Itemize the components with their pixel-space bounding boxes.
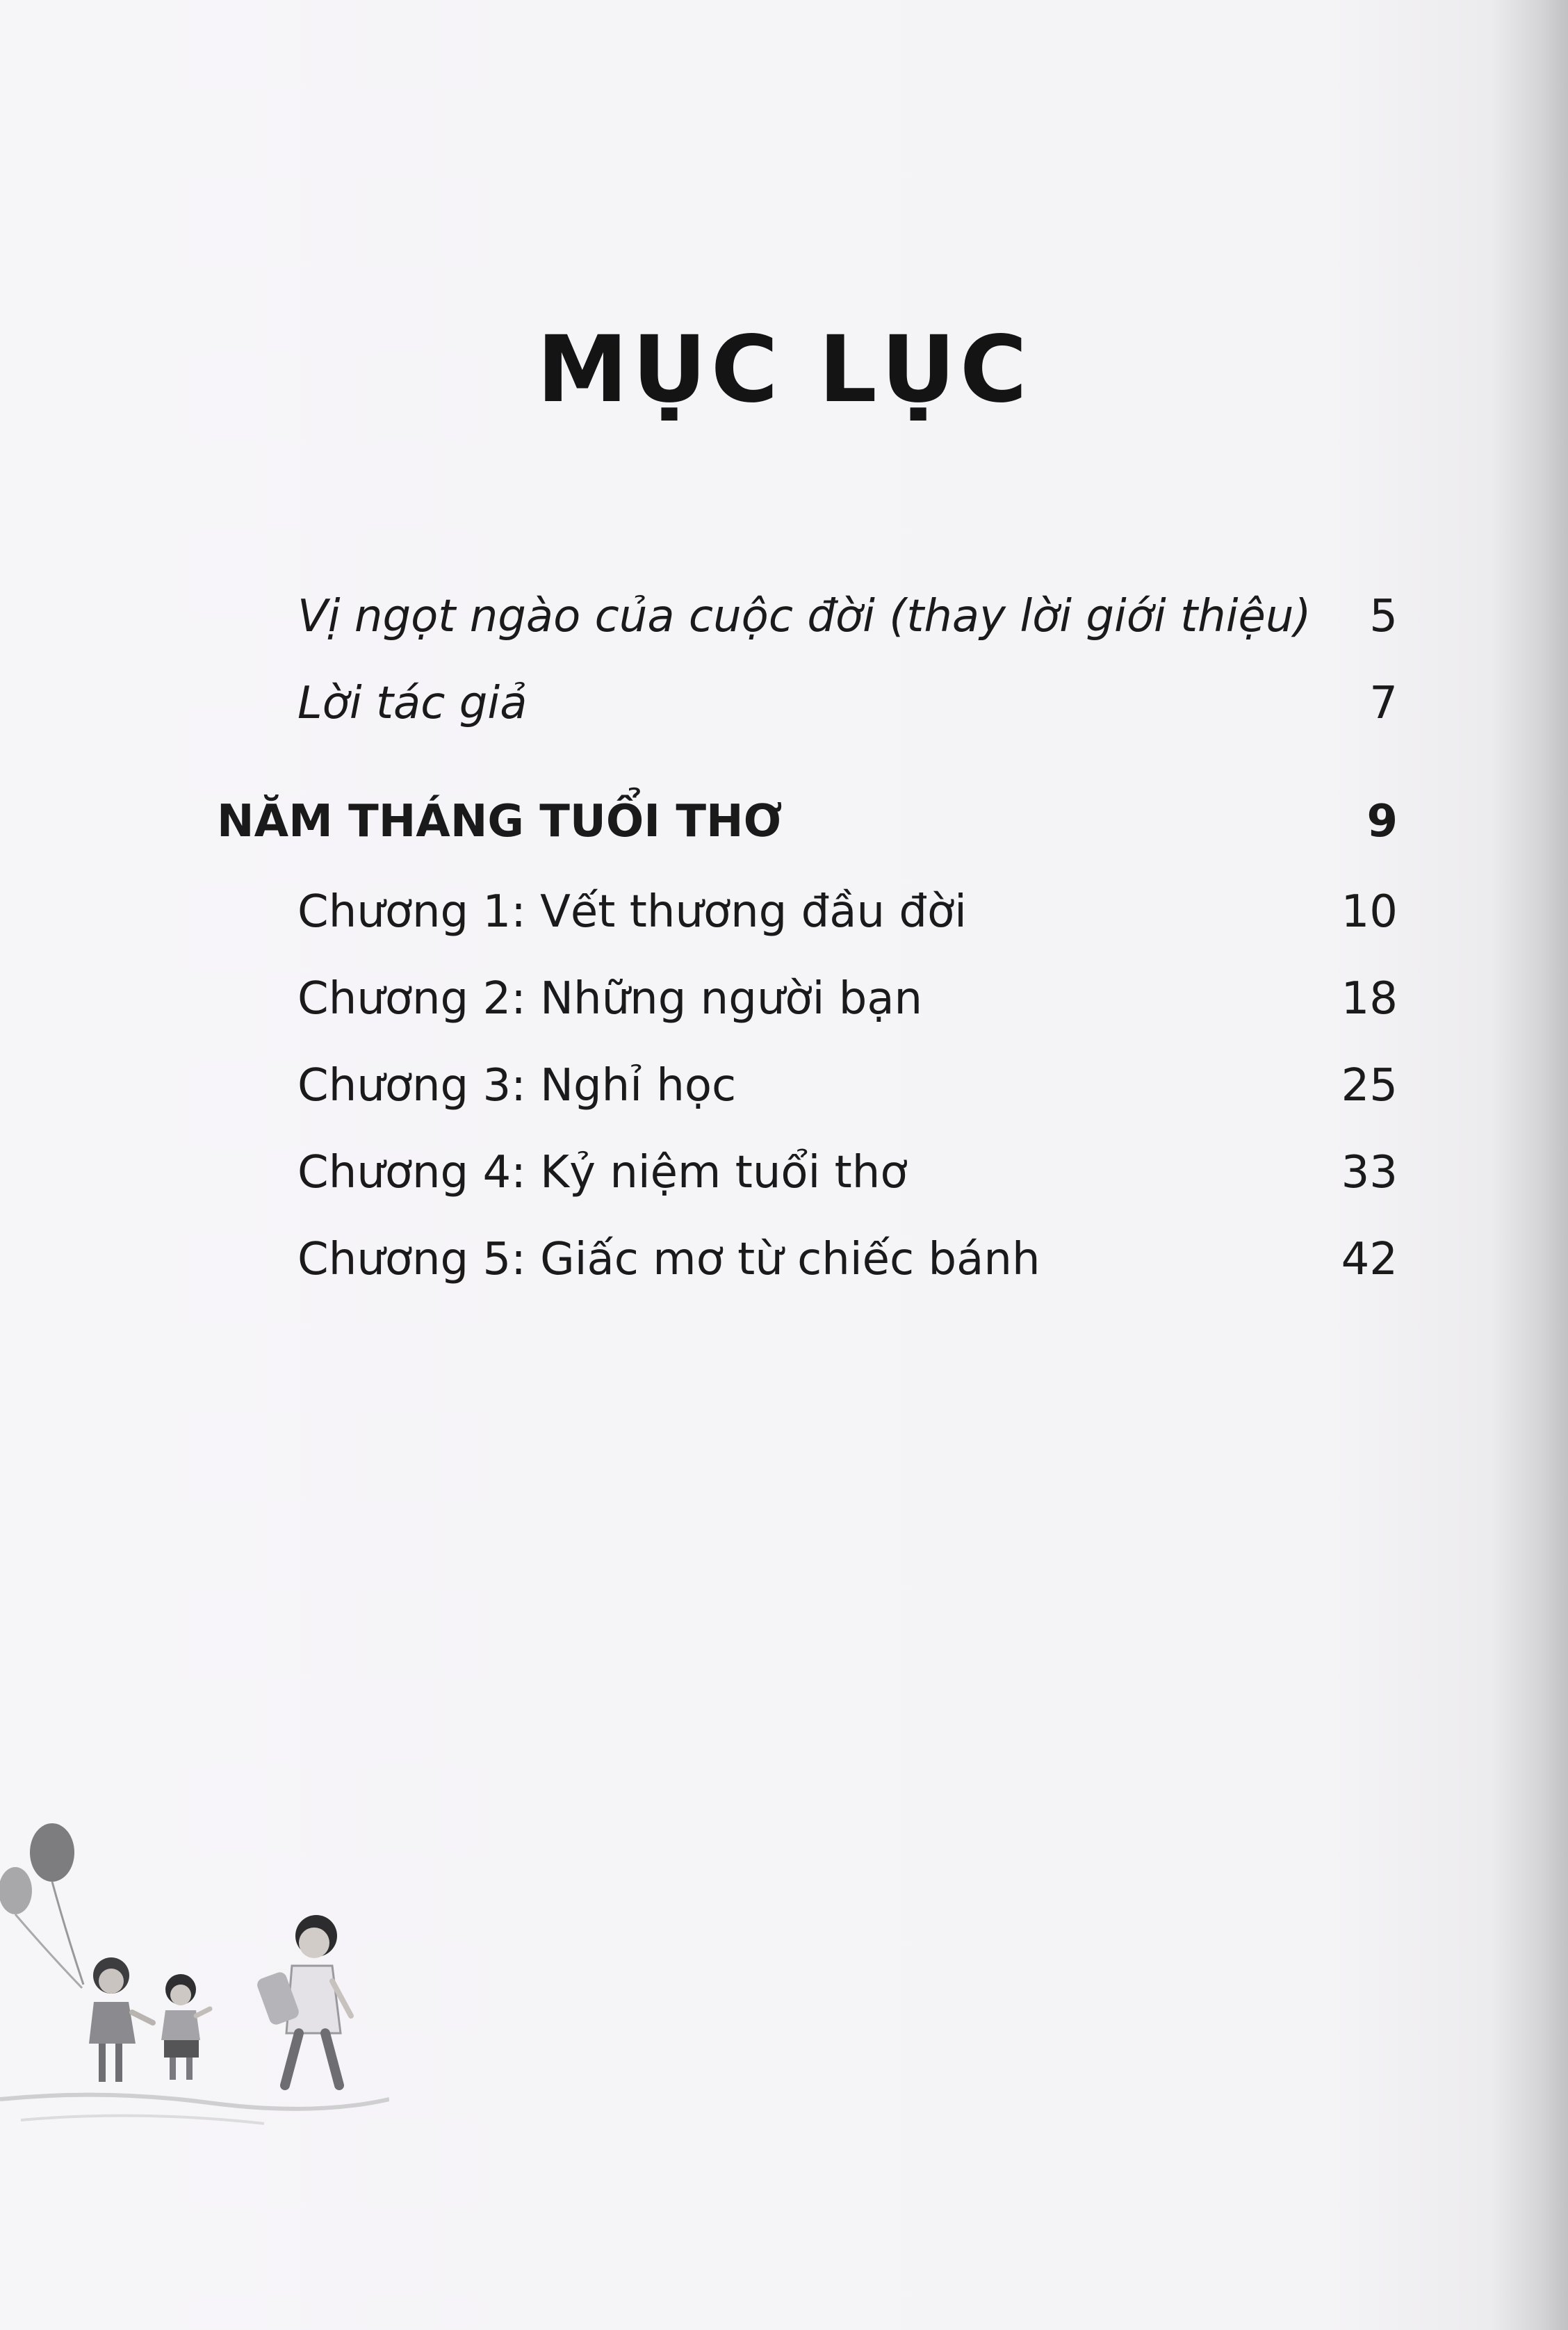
toc-entry-chapter-5: [0, 1234, 1568, 1317]
toc-entry-label: Chương 2: Những người bạn: [297, 973, 923, 1025]
toc-entry-author-note: [0, 678, 1568, 761]
toc-entry-chapter-2: [0, 973, 1568, 1057]
toc-entry-label: Chương 3: Nghỉ học: [297, 1060, 737, 1111]
toc-entry-chapter-4: [0, 1147, 1568, 1230]
toc-entry-chapter-1: [0, 886, 1568, 970]
toc-entry-page: 5: [1369, 591, 1398, 642]
toc-entry-page: 25: [1341, 1060, 1398, 1111]
toc-entry-page: 18: [1341, 973, 1398, 1025]
toc-entry-label: Vị ngọt ngào của cuộc đời (thay lời giới thiệu): [297, 591, 1312, 642]
toc-entry-chapter-3: [0, 1060, 1568, 1143]
toc-entry-label: Chương 1: Vết thương đầu đời: [297, 886, 967, 938]
toc-entry-page: 10: [1341, 886, 1398, 938]
toc-section-label: NĂM THÁNG TUỔI THƠ: [217, 796, 783, 847]
girl-figure-icon: [89, 1957, 153, 2082]
toc-entry-label: Chương 5: Giấc mơ từ chiếc bánh: [297, 1234, 1040, 1285]
walking-girl-icon: [255, 1915, 351, 2085]
children-balloons-illustration: [0, 1793, 389, 2155]
balloons-icon: [0, 1823, 83, 1988]
boy-figure-icon: [161, 1974, 210, 2080]
toc-section-page: 9: [1366, 796, 1398, 847]
toc-entry-page: 7: [1369, 678, 1398, 729]
toc-entry-label: Lời tác giả: [297, 678, 528, 729]
toc-section-heading: [0, 796, 1568, 879]
toc-entry-intro: [0, 591, 1568, 674]
toc-entry-page: 33: [1341, 1147, 1398, 1198]
toc-entry-label: Chương 4: Kỷ niệm tuổi thơ: [297, 1147, 908, 1198]
toc-entry-page: 42: [1341, 1234, 1398, 1285]
toc-title: MỤC LỤC: [537, 316, 1031, 423]
